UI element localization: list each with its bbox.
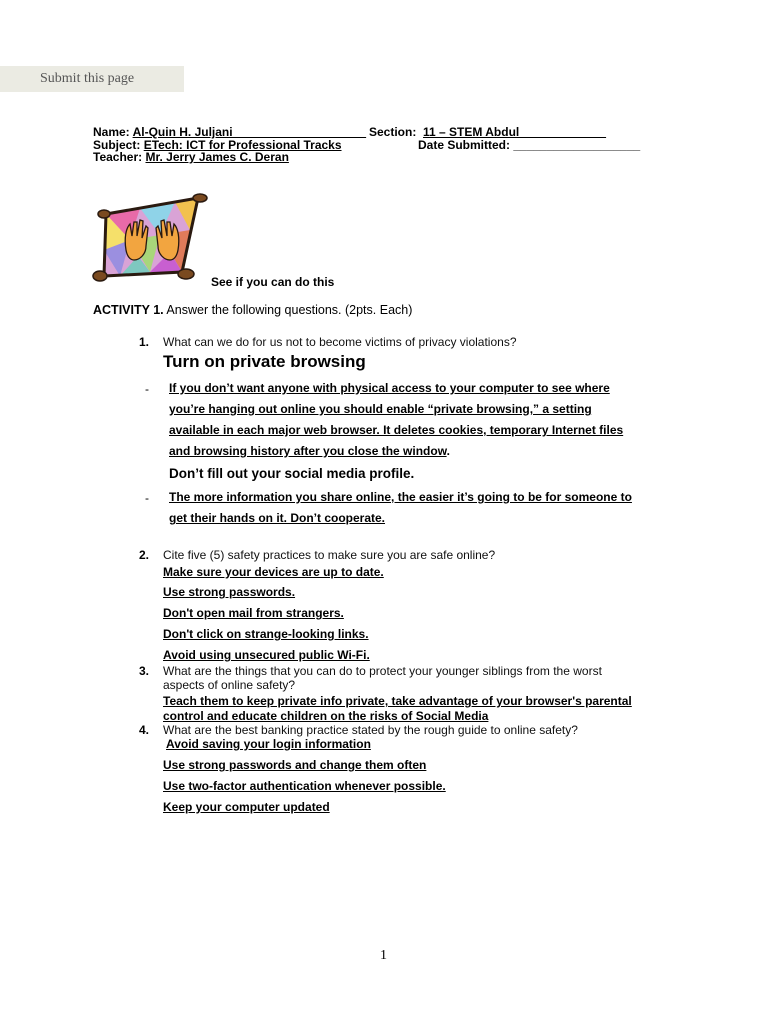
magic-carpet-icon	[90, 190, 215, 285]
q1-bullet1-line: you’re hanging out online you should enable “private browsing,” a setting	[169, 402, 592, 416]
name-value: Al-Quin H. Juljani____________________	[132, 125, 367, 139]
q3-number: 3.	[139, 664, 150, 678]
q2-answer: Use strong passwords.	[163, 585, 296, 599]
q1-heading-social-profile: Don’t fill out your social media profile.	[169, 466, 415, 481]
magic-carpet-illustration	[90, 190, 215, 285]
subject-value: ETech: ICT for Professional Tracks	[143, 138, 342, 152]
activity-heading	[93, 303, 412, 317]
q2-number: 2.	[139, 548, 150, 562]
q1-bullet2-line: The more information you share online, the easier it’s going to be for someone to	[169, 490, 632, 504]
q3-text-line: aspects of online safety?	[163, 678, 296, 692]
teacher-value: Mr. Jerry James C. Deran	[145, 150, 289, 164]
teacher-label: Teacher:	[93, 150, 143, 164]
q1-bullet2-line: get their hands on it. Don’t cooperate.	[169, 511, 386, 525]
q1-bullet1-line: available in each major web browser. It deletes cookies, temporary Internet files	[169, 423, 624, 437]
teacher-line	[93, 151, 289, 164]
banner-caption: See if you can do this	[211, 275, 335, 289]
submit-page-button[interactable]	[0, 66, 184, 92]
q4-number: 4.	[139, 723, 150, 737]
q1-bullet1-line: and browsing history after you close the window	[169, 444, 447, 458]
q3-text-line: What are the things that you can do to protect your younger siblings from the worst	[163, 664, 602, 678]
q2-answer: Don't open mail from strangers.	[163, 606, 344, 620]
activity-instructions: Answer the following questions. (2pts. Each)	[166, 303, 413, 317]
submit-page-label: Submit this page	[40, 71, 135, 86]
q1-bullet1-line: If you don’t want anyone with physical access to your computer to see where	[169, 381, 610, 395]
date-label: Date Submitted:	[418, 138, 511, 152]
q2-answer: Make sure your devices are up to date.	[163, 565, 384, 579]
q3-answer-line: control and educate children on the risks of Social Media	[163, 709, 489, 723]
q1-number: 1.	[139, 335, 150, 349]
q2-answer: Avoid using unsecured public Wi-Fi.	[163, 648, 370, 662]
activity-title: ACTIVITY 1.	[93, 303, 164, 317]
date-value: ___________________	[513, 138, 641, 152]
q4-answer: Use strong passwords and change them often	[163, 758, 427, 772]
q2-text: Cite five (5) safety practices to make sure you are safe online?	[163, 548, 496, 562]
q4-answer: Use two-factor authentication whenever possible.	[163, 779, 446, 793]
section-label: Section:	[369, 125, 417, 139]
q4-text: What are the best banking practice stated by the rough guide to online safety?	[163, 723, 578, 737]
q4-answer: Keep your computer updated	[163, 800, 330, 814]
section-value: 11 – STEM Abdul_____________	[423, 125, 607, 139]
q2-answer: Don't click on strange-looking links.	[163, 627, 369, 641]
name-label: Name:	[93, 125, 130, 139]
page-number: 1	[380, 948, 387, 963]
date-line	[418, 139, 640, 152]
q1-text: What can we do for us not to become victims of privacy violations?	[163, 335, 517, 349]
q1-bullet2-dash: -	[145, 491, 149, 505]
q1-heading-private-browsing: Turn on private browsing	[163, 352, 366, 371]
q1-bullet1-dash: -	[145, 382, 149, 396]
q3-answer-line: Teach them to keep private info private, take advantage of your browser's parental	[163, 694, 632, 708]
subject-label: Subject:	[93, 138, 141, 152]
q1-bullet1-last-line	[169, 444, 450, 458]
q1-bullet1-period: .	[446, 444, 450, 458]
q4-answer: Avoid saving your login information	[166, 737, 371, 751]
